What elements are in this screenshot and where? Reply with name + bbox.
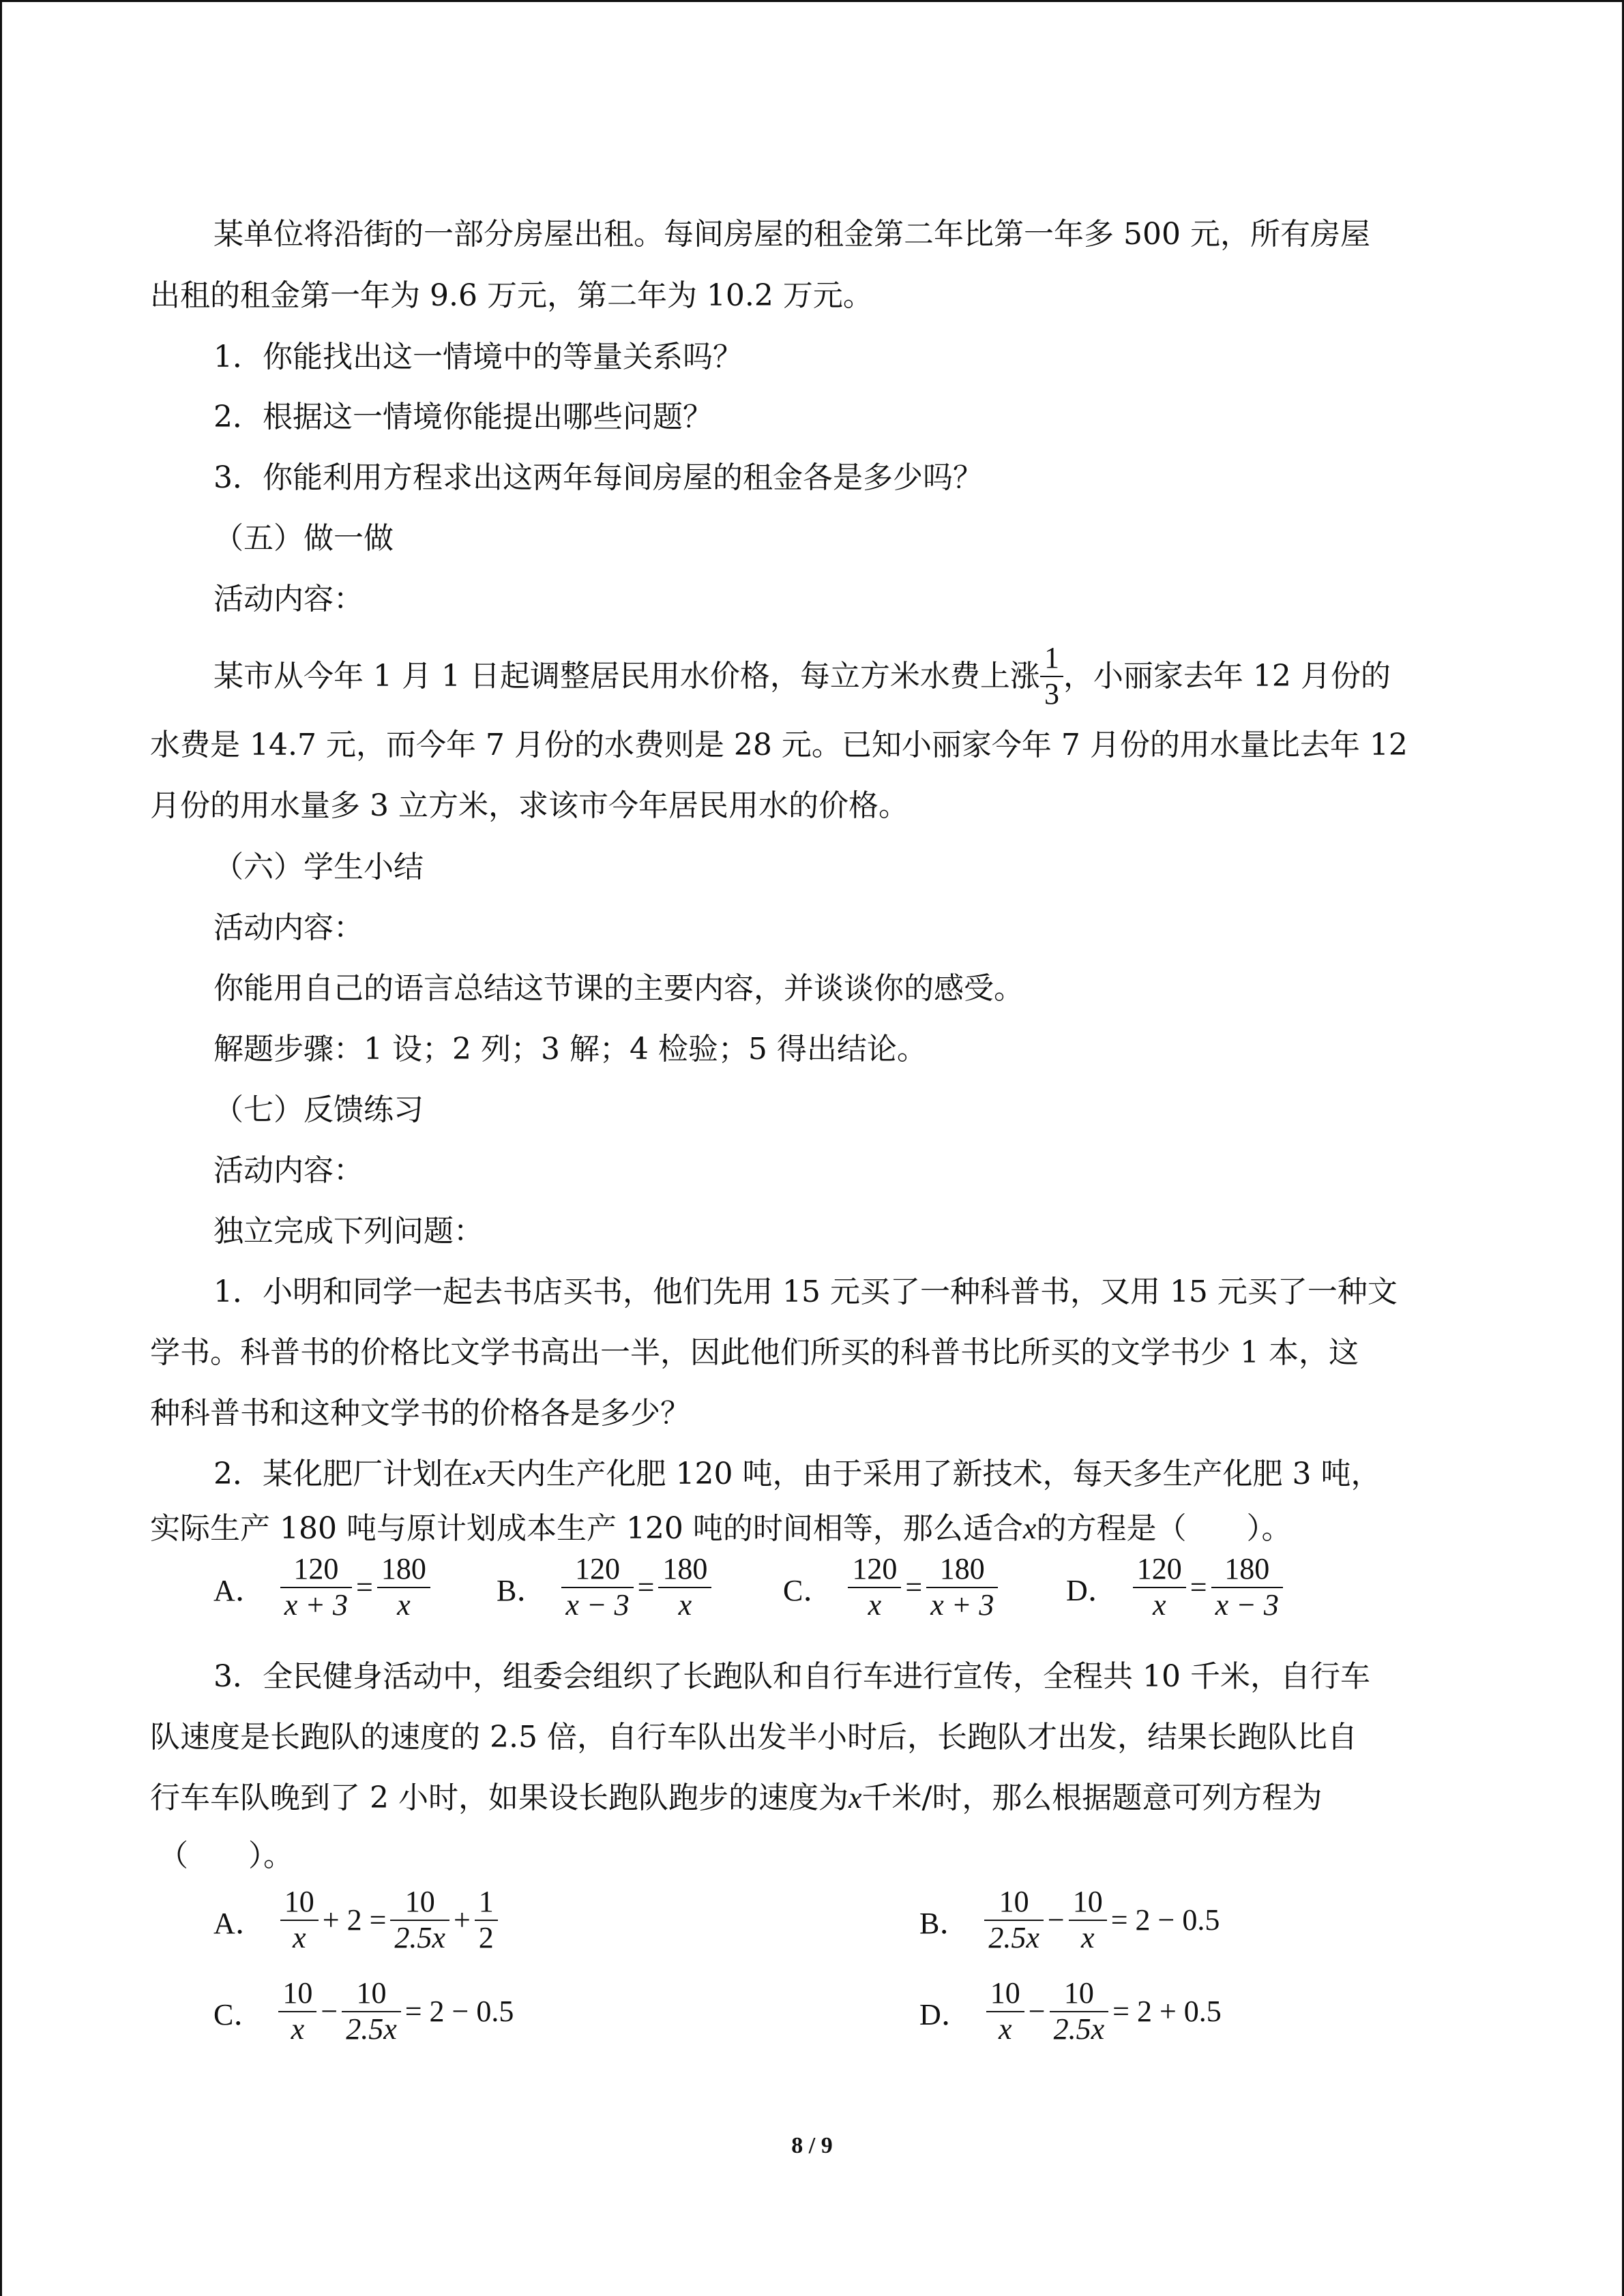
exercise-1-line1: 1．小明和同学一起去书店买书，他们先用 15 元买了一种科普书，又用 15 元买了一种文 (213, 1274, 1398, 1309)
fraction-numerator: 180 (1211, 1552, 1283, 1588)
fraction-one-third (1040, 641, 1063, 711)
exercise-3-option-b (919, 1885, 1224, 1955)
fraction (926, 1552, 998, 1622)
fraction (984, 1885, 1044, 1955)
fraction-numerator: 120 (561, 1552, 633, 1588)
fraction-denominator: x − 3 (1215, 1587, 1279, 1622)
paragraph-water-line2: 水费是 14.7 元，而今年 7 月份的水费则是 28 元。已知小丽家今年 7 月份的用水量比去年 12 (150, 728, 1408, 762)
operator: = 2 − 0.5 (1110, 1903, 1220, 1937)
operator: − (1028, 1995, 1046, 2029)
fraction (561, 1552, 633, 1622)
exercise-3-line4: （ ）。 (158, 1838, 293, 1873)
fraction (1211, 1552, 1283, 1622)
page-number: 8 / 9 (791, 2133, 833, 2158)
operator: − (321, 1995, 338, 2029)
section-heading-6: （六）学生小结 (213, 850, 424, 884)
exercise-3-option-d (919, 1976, 1226, 2046)
exercise-2-text-d: 的方程是（ ）。 (1036, 1511, 1292, 1546)
exercise-1-line3: 种科普书和这种文学书的价格各是多少？ (150, 1396, 690, 1431)
fraction-numerator: 10 (1050, 1976, 1109, 2012)
activity-label: 活动内容： (213, 1153, 364, 1188)
exercise-1-line2: 学书。科普书的价格比文学书高出一半，因此他们所买的科普书比所买的文学书少 1 本，这 (150, 1335, 1359, 1370)
fraction (390, 1885, 449, 1955)
fraction (1069, 1885, 1107, 1955)
question-2: 2．根据这一情境你能提出哪些问题？ (213, 400, 713, 434)
fraction-denominator: 2.5x (988, 1920, 1039, 1954)
variable-x: x (848, 1781, 862, 1815)
fraction-denominator: x (999, 2012, 1012, 2046)
paragraph-water-line1 (213, 641, 1391, 711)
variable-x: x (473, 1457, 486, 1491)
equals-sign: = (905, 1570, 923, 1605)
fraction-denominator: x (291, 2012, 305, 2046)
fraction-denominator: x (1080, 1920, 1095, 1954)
fraction-denominator: x (868, 1587, 882, 1622)
paragraph-instructions: 独立完成下列问题： (213, 1214, 484, 1249)
fraction (280, 1885, 319, 1955)
page-border-left (0, 0, 2, 2296)
fraction-numerator: 180 (377, 1552, 430, 1588)
fraction (475, 1885, 498, 1955)
fraction-numerator: 120 (280, 1552, 352, 1588)
fraction-denominator: 2.5x (346, 2012, 397, 2046)
fraction (848, 1552, 901, 1622)
option-label: B． (919, 1906, 970, 1940)
exercise-2-text-b: 天内生产化肥 120 吨，由于采用了新技术，每天多生产化肥 3 吨， (486, 1457, 1381, 1491)
exercise-2-text-c: 实际生产 180 吨与原计划成本生产 120 吨的时间相等，那么适合 (150, 1511, 1023, 1546)
fraction-numerator: 10 (278, 1976, 316, 2012)
exercise-2-text-a: 2．某化肥厂计划在 (213, 1457, 473, 1491)
variable-x: x (1022, 1512, 1037, 1545)
exercise-3-option-a (213, 1885, 498, 1955)
equals-sign: = (1190, 1570, 1207, 1605)
operator: = 2 − 0.5 (404, 1995, 514, 2029)
paragraph-water-line3: 月份的用水量多 3 立方米，求该市今年居民用水的价格。 (150, 788, 909, 823)
page-border-top (0, 0, 1624, 2)
exercise-2-option-d (1066, 1552, 1283, 1622)
paragraph-water-text-a: 某市从今年 1 月 1 日起调整居民用水价格，每立方米水费上涨 (213, 658, 1040, 694)
fraction-denominator: x (397, 1587, 411, 1622)
exercise-3-text-a: 行车车队晚到了 2 小时，如果设长跑队跑步的速度为 (150, 1780, 848, 1815)
fraction-numerator: 10 (1069, 1885, 1107, 1921)
fraction-denominator: x − 3 (565, 1587, 630, 1622)
exercise-3-text-b: 千米/时，那么根据题意可列方程为 (861, 1780, 1323, 1815)
operator: − (1047, 1903, 1065, 1937)
exercise-2-option-a (213, 1552, 430, 1622)
section-heading-5: （五）做一做 (213, 521, 394, 556)
fraction-numerator: 1 (1040, 641, 1063, 677)
fraction-numerator: 10 (390, 1885, 449, 1921)
fraction-denominator: 2.5x (394, 1920, 445, 1954)
fraction (278, 1976, 316, 2046)
fraction (1133, 1552, 1186, 1622)
fraction (377, 1552, 430, 1622)
fraction (1050, 1976, 1109, 2046)
question-1: 1．你能找出这一情境中的等量关系吗？ (213, 340, 743, 374)
option-label: D． (919, 1997, 971, 2031)
option-label: B． (497, 1573, 547, 1607)
fraction-numerator: 180 (658, 1552, 711, 1588)
operator: + 2 = (322, 1903, 387, 1937)
activity-label: 活动内容： (213, 582, 364, 616)
fraction-numerator: 120 (848, 1552, 901, 1588)
option-label: A． (213, 1906, 265, 1940)
operator: + (453, 1903, 471, 1937)
fraction-denominator: x + 3 (284, 1587, 349, 1622)
equals-sign: = (356, 1570, 373, 1605)
section-heading-7: （七）反馈练习 (213, 1092, 424, 1127)
paragraph-summary: 你能用自己的语言总结这节课的主要内容，并谈谈你的感受。 (213, 971, 1024, 1006)
exercise-2-option-b (497, 1552, 711, 1622)
fraction-numerator: 10 (984, 1885, 1044, 1921)
fraction-numerator: 10 (986, 1976, 1024, 2012)
operator: = 2 + 0.5 (1112, 1995, 1222, 2029)
paragraph-steps: 解题步骤：1 设；2 列；3 解；4 检验；5 得出结论。 (213, 1032, 927, 1067)
activity-label: 活动内容： (213, 910, 364, 945)
fraction-numerator: 120 (1133, 1552, 1186, 1588)
paragraph-water-text-b: ，小丽家去年 12 月份的 (1063, 658, 1391, 694)
exercise-3-line1: 3．全民健身活动中，组委会组织了长跑队和自行车进行宣传，全程共 10 千米，自行车 (213, 1659, 1370, 1694)
fraction-denominator: x (293, 1920, 306, 1954)
fraction-denominator: x + 3 (930, 1587, 994, 1622)
option-label: D． (1066, 1573, 1118, 1607)
paragraph-rent-line1: 某单位将沿街的一部分房屋出租。每间房屋的租金第二年比第一年多 500 元，所有房屋 (213, 217, 1370, 252)
fraction-denominator: x (678, 1587, 692, 1622)
question-3: 3．你能利用方程求出这两年每间房屋的租金各是多少吗？ (213, 460, 983, 495)
equals-sign: = (637, 1570, 655, 1605)
fraction-numerator: 10 (342, 1976, 401, 2012)
fraction (280, 1552, 352, 1622)
paragraph-rent-line2: 出租的租金第一年为 9.6 万元，第二年为 10.2 万元。 (150, 278, 873, 313)
fraction (342, 1976, 401, 2046)
option-label: C． (783, 1573, 833, 1607)
fraction (658, 1552, 711, 1622)
option-label: A． (213, 1573, 265, 1607)
fraction-numerator: 1 (475, 1885, 498, 1921)
fraction-denominator: 2 (478, 1920, 494, 1954)
fraction-denominator: 3 (1044, 676, 1059, 711)
exercise-2-option-c (783, 1552, 998, 1622)
exercise-2-line2 (150, 1508, 1291, 1549)
fraction-numerator: 10 (280, 1885, 319, 1921)
exercise-3-line3 (150, 1778, 1322, 1819)
fraction (986, 1976, 1024, 2046)
exercise-2-line1 (213, 1454, 1381, 1495)
exercise-3-line2: 队速度是长跑队的速度的 2.5 倍，自行车队出发半小时后，长跑队才出发，结果长跑队比自 (150, 1720, 1357, 1755)
fraction-numerator: 180 (926, 1552, 998, 1588)
fraction-denominator: 2.5x (1053, 2012, 1105, 2046)
option-label: C． (213, 1997, 264, 2031)
exercise-3-option-c (213, 1976, 518, 2046)
fraction-denominator: x (1153, 1587, 1166, 1622)
